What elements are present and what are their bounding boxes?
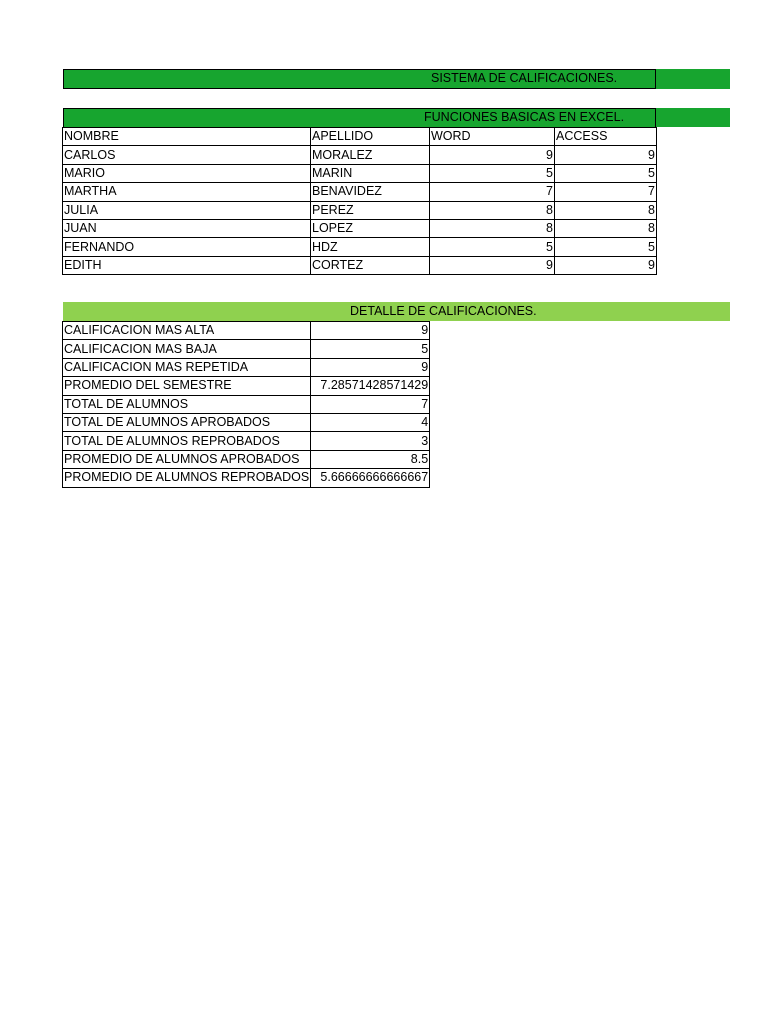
table-row (63, 146, 657, 164)
cell-apellido[interactable]: MARIN (311, 164, 430, 182)
cell-apellido[interactable]: BENAVIDEZ (311, 183, 430, 201)
cell-nombre[interactable]: MARTHA (63, 183, 311, 201)
detail-value[interactable]: 7 (311, 395, 430, 413)
header-cell-apellido[interactable]: APELLIDO (311, 128, 430, 146)
cell-nombre[interactable]: EDITH (63, 256, 311, 274)
detail-label[interactable]: TOTAL DE ALUMNOS APROBADOS (63, 413, 311, 431)
cell-word[interactable]: 8 (430, 219, 555, 237)
detail-value[interactable]: 5.66666666666667 (311, 469, 430, 487)
table-row (63, 256, 657, 274)
cell-access[interactable]: 5 (555, 238, 657, 256)
grades-header-row (63, 128, 657, 146)
detail-value[interactable]: 5 (311, 340, 430, 358)
table-row (63, 432, 430, 450)
table-row (63, 183, 657, 201)
table-row (63, 340, 430, 358)
cell-access[interactable]: 9 (555, 256, 657, 274)
table-row (63, 358, 430, 376)
cell-nombre[interactable]: JULIA (63, 201, 311, 219)
cell-word[interactable]: 5 (430, 164, 555, 182)
cell-nombre[interactable]: CARLOS (63, 146, 311, 164)
title-bar (63, 69, 730, 89)
page-title: SISTEMA DE CALIFICACIONES. (431, 71, 618, 85)
cell-access[interactable]: 5 (555, 164, 657, 182)
cell-apellido[interactable]: CORTEZ (311, 256, 430, 274)
table-row (63, 238, 657, 256)
grades-table (62, 127, 657, 275)
cell-access[interactable]: 7 (555, 183, 657, 201)
detail-value[interactable]: 3 (311, 432, 430, 450)
cell-nombre[interactable]: MARIO (63, 164, 311, 182)
cell-nombre[interactable]: JUAN (63, 219, 311, 237)
table-row (63, 413, 430, 431)
cell-word[interactable]: 9 (430, 256, 555, 274)
cell-word[interactable]: 5 (430, 238, 555, 256)
detail-value[interactable]: 7.28571428571429 (311, 377, 430, 395)
table-row (63, 395, 430, 413)
cell-access[interactable]: 8 (555, 201, 657, 219)
detail-value[interactable]: 8.5 (311, 450, 430, 468)
detail-label[interactable]: PROMEDIO DE ALUMNOS APROBADOS (63, 450, 311, 468)
header-cell-nombre[interactable]: NOMBRE (63, 128, 311, 146)
cell-apellido[interactable]: PEREZ (311, 201, 430, 219)
header-cell-access[interactable]: ACCESS (555, 128, 657, 146)
cell-access[interactable]: 8 (555, 219, 657, 237)
detail-label[interactable]: TOTAL DE ALUMNOS (63, 395, 311, 413)
cell-nombre[interactable]: FERNANDO (63, 238, 311, 256)
table-row (63, 322, 430, 340)
detail-label[interactable]: TOTAL DE ALUMNOS REPROBADOS (63, 432, 311, 450)
section-header-detalle (63, 302, 730, 321)
table-row (63, 164, 657, 182)
detail-label[interactable]: CALIFICACION MAS REPETIDA (63, 358, 311, 376)
cell-apellido[interactable]: HDZ (311, 238, 430, 256)
cell-word[interactable]: 9 (430, 146, 555, 164)
cell-apellido[interactable]: LOPEZ (311, 219, 430, 237)
cell-access[interactable]: 9 (555, 146, 657, 164)
table-row (63, 377, 430, 395)
cell-word[interactable]: 8 (430, 201, 555, 219)
detail-label[interactable]: CALIFICACION MAS ALTA (63, 322, 311, 340)
section-title-detalle: DETALLE DE CALIFICACIONES. (350, 304, 537, 318)
detail-value[interactable]: 4 (311, 413, 430, 431)
detail-value[interactable]: 9 (311, 322, 430, 340)
details-table (62, 321, 430, 488)
detail-label[interactable]: CALIFICACION MAS BAJA (63, 340, 311, 358)
header-cell-word[interactable]: WORD (430, 128, 555, 146)
table-row (63, 219, 657, 237)
detail-label[interactable]: PROMEDIO DEL SEMESTRE (63, 377, 311, 395)
table-row (63, 450, 430, 468)
detail-label[interactable]: PROMEDIO DE ALUMNOS REPROBADOS (63, 469, 311, 487)
section-title-funciones: FUNCIONES BASICAS EN EXCEL. (424, 110, 625, 124)
cell-apellido[interactable]: MORALEZ (311, 146, 430, 164)
table-row (63, 469, 430, 487)
cell-word[interactable]: 7 (430, 183, 555, 201)
section-header-funciones (63, 108, 730, 127)
table-row (63, 201, 657, 219)
detail-value[interactable]: 9 (311, 358, 430, 376)
